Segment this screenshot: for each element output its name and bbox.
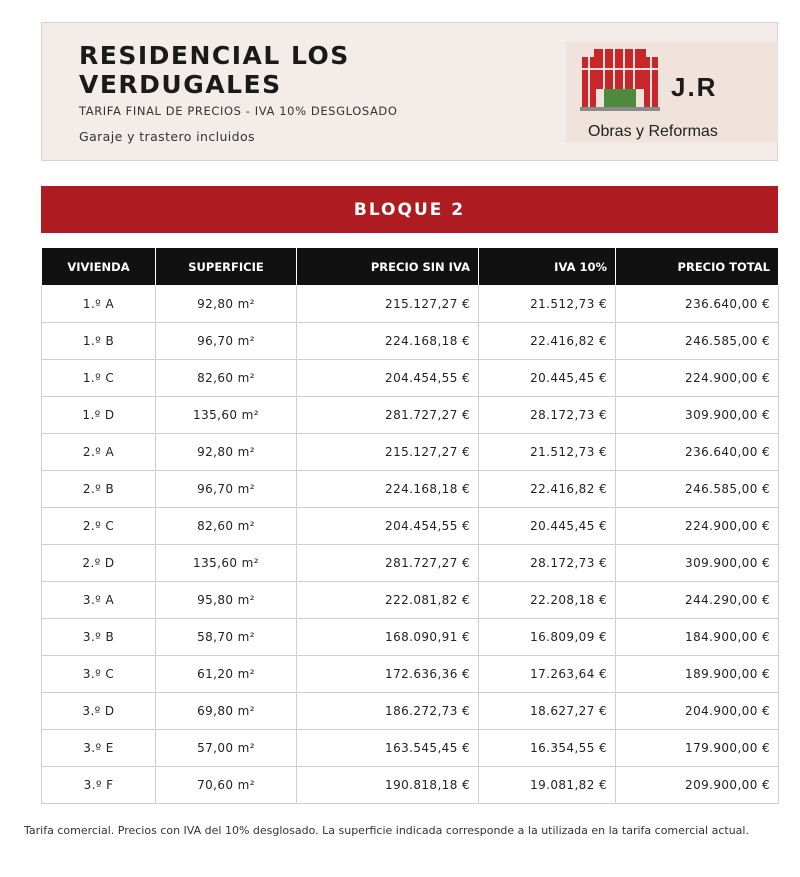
- cell-precio-total: 179.900,00 €: [616, 730, 779, 767]
- cell-vivienda: 1.º C: [42, 360, 156, 397]
- cell-precio-sin-iva: 190.818,18 €: [297, 767, 479, 804]
- cell-iva: 17.263,64 €: [479, 656, 616, 693]
- logo-tagline: Obras y Reformas: [588, 123, 718, 140]
- cell-vivienda: 2.º D: [42, 545, 156, 582]
- cell-vivienda: 3.º C: [42, 656, 156, 693]
- cell-precio-sin-iva: 224.168,18 €: [297, 471, 479, 508]
- cell-precio-total: 189.900,00 €: [616, 656, 779, 693]
- cell-vivienda: 2.º A: [42, 434, 156, 471]
- table-row: [42, 286, 779, 323]
- cell-iva: 20.445,45 €: [479, 508, 616, 545]
- table-row: [42, 767, 779, 804]
- cell-iva: 18.627,27 €: [479, 693, 616, 730]
- table-header-row: [42, 248, 779, 286]
- cell-iva: 21.512,73 €: [479, 286, 616, 323]
- cell-vivienda: 3.º A: [42, 582, 156, 619]
- table-row: [42, 619, 779, 656]
- cell-precio-sin-iva: 163.545,45 €: [297, 730, 479, 767]
- table-row: [42, 471, 779, 508]
- cell-superficie: 96,70 m²: [156, 323, 297, 360]
- cell-precio-total: 184.900,00 €: [616, 619, 779, 656]
- cell-superficie: 135,60 m²: [156, 545, 297, 582]
- table-row: [42, 656, 779, 693]
- cell-iva: 16.809,09 €: [479, 619, 616, 656]
- col-header-iva: IVA 10%: [479, 248, 616, 286]
- cell-vivienda: 2.º B: [42, 471, 156, 508]
- table-row: [42, 434, 779, 471]
- col-header-precio-total: PRECIO TOTAL: [616, 248, 779, 286]
- cell-precio-sin-iva: 215.127,27 €: [297, 434, 479, 471]
- cell-vivienda: 1.º B: [42, 323, 156, 360]
- cell-precio-sin-iva: 186.272,73 €: [297, 693, 479, 730]
- col-header-superficie: SUPERFICIE: [156, 248, 297, 286]
- cell-precio-sin-iva: 222.081,82 €: [297, 582, 479, 619]
- cell-precio-sin-iva: 168.090,91 €: [297, 619, 479, 656]
- table-row: [42, 360, 779, 397]
- cell-superficie: 96,70 m²: [156, 471, 297, 508]
- header-box: [41, 22, 778, 161]
- cell-precio-sin-iva: 215.127,27 €: [297, 286, 479, 323]
- cell-precio-total: 224.900,00 €: [616, 360, 779, 397]
- cell-iva: 28.172,73 €: [479, 545, 616, 582]
- cell-precio-total: 204.900,00 €: [616, 693, 779, 730]
- footnote: Tarifa comercial. Precios con IVA del 10% desglosado. La superficie indicada corresponde a la utilizada en la tarifa comercial actual.: [24, 824, 749, 837]
- block-title: BLOQUE 2: [353, 199, 466, 220]
- cell-precio-total: 246.585,00 €: [616, 471, 779, 508]
- cell-superficie: 69,80 m²: [156, 693, 297, 730]
- table-row: [42, 397, 779, 434]
- cell-superficie: 70,60 m²: [156, 767, 297, 804]
- cell-precio-sin-iva: 224.168,18 €: [297, 323, 479, 360]
- cell-precio-sin-iva: 204.454,55 €: [297, 360, 479, 397]
- cell-precio-sin-iva: 204.454,55 €: [297, 508, 479, 545]
- cell-precio-total: 236.640,00 €: [616, 434, 779, 471]
- cell-iva: 19.081,82 €: [479, 767, 616, 804]
- cell-superficie: 82,60 m²: [156, 508, 297, 545]
- cell-superficie: 58,70 m²: [156, 619, 297, 656]
- cell-superficie: 135,60 m²: [156, 397, 297, 434]
- cell-iva: 22.416,82 €: [479, 323, 616, 360]
- table-row: [42, 323, 779, 360]
- cell-precio-total: 309.900,00 €: [616, 545, 779, 582]
- col-header-precio-sin-iva: PRECIO SIN IVA: [297, 248, 479, 286]
- cell-superficie: 82,60 m²: [156, 360, 297, 397]
- cell-iva: 20.445,45 €: [479, 360, 616, 397]
- company-logo: [566, 41, 778, 143]
- cell-superficie: 95,80 m²: [156, 582, 297, 619]
- included-note: Garaje y trastero incluidos: [79, 129, 255, 144]
- cell-iva: 21.512,73 €: [479, 434, 616, 471]
- cell-precio-total: 209.900,00 €: [616, 767, 779, 804]
- cell-vivienda: 1.º D: [42, 397, 156, 434]
- table-row: [42, 582, 779, 619]
- cell-superficie: 61,20 m²: [156, 656, 297, 693]
- cell-vivienda: 3.º D: [42, 693, 156, 730]
- table-row: [42, 545, 779, 582]
- cell-precio-total: 236.640,00 €: [616, 286, 779, 323]
- cell-precio-total: 246.585,00 €: [616, 323, 779, 360]
- cell-vivienda: 2.º C: [42, 508, 156, 545]
- cell-precio-sin-iva: 281.727,27 €: [297, 397, 479, 434]
- price-table: [41, 247, 779, 804]
- cell-precio-total: 224.900,00 €: [616, 508, 779, 545]
- cell-precio-total: 309.900,00 €: [616, 397, 779, 434]
- cell-iva: 16.354,55 €: [479, 730, 616, 767]
- table-row: [42, 730, 779, 767]
- cell-precio-sin-iva: 172.636,36 €: [297, 656, 479, 693]
- cell-vivienda: 3.º B: [42, 619, 156, 656]
- table-row: [42, 508, 779, 545]
- cell-superficie: 92,80 m²: [156, 434, 297, 471]
- cell-superficie: 92,80 m²: [156, 286, 297, 323]
- cell-iva: 22.416,82 €: [479, 471, 616, 508]
- cell-vivienda: 3.º F: [42, 767, 156, 804]
- cell-precio-total: 244.290,00 €: [616, 582, 779, 619]
- cell-vivienda: 1.º A: [42, 286, 156, 323]
- cell-iva: 28.172,73 €: [479, 397, 616, 434]
- cell-iva: 22.208,18 €: [479, 582, 616, 619]
- col-header-vivienda: VIVIENDA: [42, 248, 156, 286]
- logo-brand: J.R: [671, 72, 718, 102]
- cell-precio-sin-iva: 281.727,27 €: [297, 545, 479, 582]
- cell-superficie: 57,00 m²: [156, 730, 297, 767]
- price-subtitle: TARIFA FINAL DE PRECIOS - IVA 10% DESGLOSADO: [79, 104, 398, 118]
- table-row: [42, 693, 779, 730]
- cell-vivienda: 3.º E: [42, 730, 156, 767]
- block-title-bar: [41, 186, 778, 233]
- building-logo-icon: [580, 47, 660, 115]
- page-title: RESIDENCIAL LOS VERDUGALES: [79, 41, 350, 99]
